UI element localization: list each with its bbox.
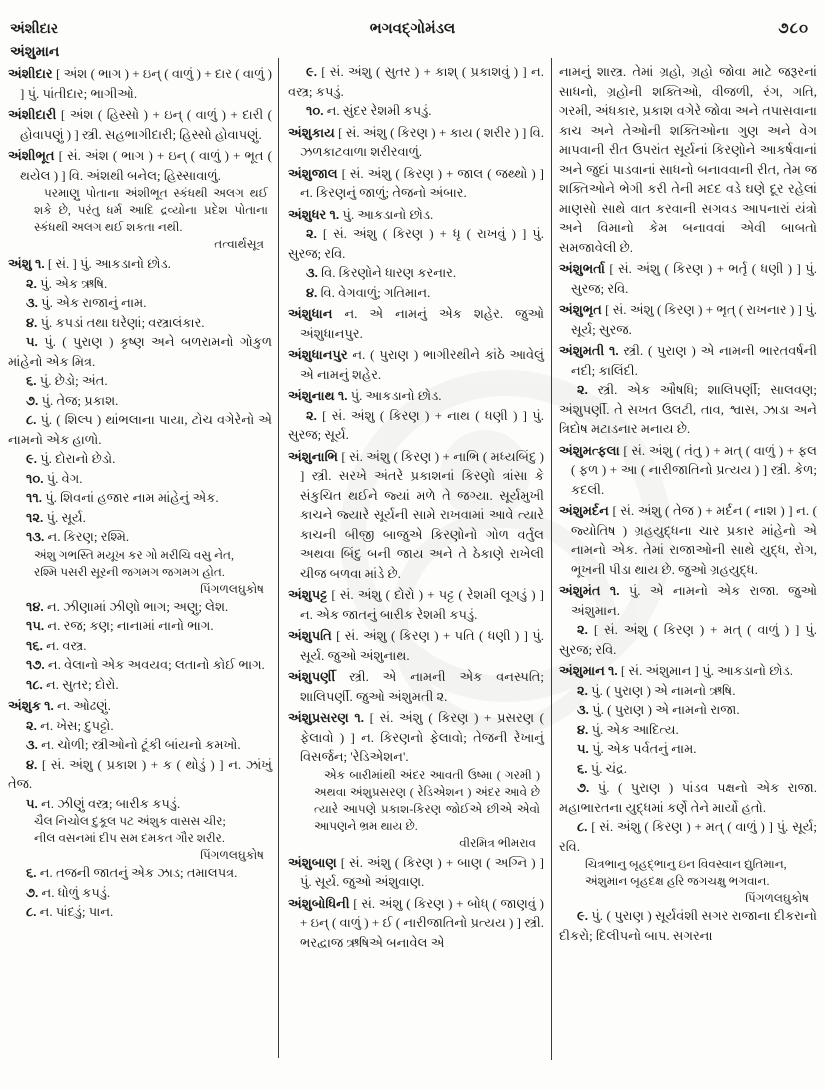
sense-item — [8, 391, 272, 411]
headword: અંશુજાલ — [288, 165, 342, 181]
sense-item — [559, 620, 817, 659]
dictionary-entry — [8, 696, 272, 716]
continuation-paragraph — [559, 62, 817, 257]
dictionary-entry — [559, 341, 817, 380]
headword: ૪. — [306, 284, 321, 300]
definition-text: પું. ( શિલ્પ ) થાંભલાના પાયા, ટોચ વગેરેનો એ નામનો એક હાળો. — [8, 412, 273, 447]
headword: ૭. — [26, 884, 42, 900]
definition-text: પું. તેજ; પ્રકાશ. — [41, 392, 119, 408]
page-number: ૭૮૦ — [778, 21, 809, 37]
sense-item — [8, 469, 272, 489]
headword: ૩. — [306, 265, 322, 280]
dictionary-entry — [288, 345, 544, 384]
definition-text: [ સં. અંશુ ( કિરણ ) + નાથ ( ધણી ) ] પું. સુરજ; સૂર્ય. — [288, 407, 544, 442]
headword: ૪. — [26, 314, 41, 330]
column-divider — [551, 58, 552, 1060]
definition-text: ન. તજની જાતનું એક ઝાડ; તમાલપત્ર. — [39, 865, 238, 880]
definition-text: સ્ત્રી. એ નામની એક વનસ્પતિ; શાલિપર્ણી. જુઓ અંશુમતી ૨. — [300, 669, 544, 704]
verse-line — [585, 873, 817, 890]
definition-text: પિંગળલઘુકોષ — [200, 581, 264, 596]
sense-item — [8, 883, 272, 903]
definition-text: પું. ( પુરાણ ) કૃષ્ણ અને બળરામનો ગોકુળ માંહેનો એક મિત્ર. — [8, 334, 273, 369]
headword: ૧૬. — [26, 637, 47, 653]
headword: ૨. — [306, 226, 323, 241]
definition-text: ન. ઓઢણું. — [57, 698, 111, 713]
definition-text: ન. કિરણ; રશ્મિ. — [47, 529, 130, 544]
definition-text: [ સં. ] પું. આકડાનો છોડ. — [47, 256, 171, 271]
definition-text: પું. છેડો; અંત. — [39, 373, 108, 388]
definition-text: [ અંશ ( હિસ્સો ) + ઇન્ ( વાળું ) + દારી ( હોવાપણું ) ] સ્ત્રી. સહભાગીદારી; હિસ્સો હોવાપણું. — [20, 107, 272, 142]
definition-text: ન. પાંદડું; પાન. — [39, 904, 114, 919]
sense-item — [8, 508, 272, 528]
definition-text: પું. એક આદિત્ય. — [591, 721, 679, 737]
definition-text: પું. ( પુરાણ ) એ નામનો રાજા. — [592, 702, 740, 717]
headword: અંશુનાભિ — [288, 448, 342, 464]
guide-word-bottom: અંશુમાન — [10, 45, 60, 60]
dictionary-entry — [559, 501, 817, 579]
headword: ૧૦. — [26, 470, 47, 486]
headword: ૭. — [26, 392, 42, 408]
definition-text: પરમાણુ પોતાના અંશીભૂત સ્કંધથી અલગ થઈ શકે છે, પરંતુ ધર્મ આદિ દ્રવ્યોના પ્રદેશ પોતાના સ્કંધથી અલગ થઈ શકતા નથી. — [34, 186, 268, 234]
headword: ૯. — [577, 908, 592, 923]
dictionary-entry — [288, 164, 544, 203]
sense-item — [8, 636, 272, 656]
definition-text: વિ. વેગવાળું; ગતિમાન. — [320, 284, 431, 300]
headword: ૨. — [577, 382, 598, 397]
dictionary-entry — [559, 661, 817, 681]
definition-text: [ સં. અંશુ ( કિરણ ) + જાલ ( જથ્થો ) ] ન. કિરણનું જાળું; તેજનો અંબાર. — [300, 165, 545, 200]
dictionary-entry — [288, 304, 544, 343]
headword: અંશુમર્દન — [559, 503, 613, 518]
citation-source — [8, 847, 272, 863]
headword: ૫. — [26, 334, 45, 349]
definition-text: પિંગળલઘુકોષ — [745, 891, 809, 905]
definition-text: રશ્મિ પસરી સૂરની જગમગ જગમગ હોત. — [34, 564, 225, 579]
sense-item — [8, 655, 272, 675]
headword: અંશુધાનપુર — [288, 347, 353, 362]
definition-text: અંશુ ગભસ્તિ મયૂખ કર ગો મરીચિ વસુ નેત, — [34, 547, 234, 562]
definition-text: [ સં. અંશુ ( કિરણ ) + પતિ ( ધણી ) ] પું. સૂર્ય. જુઓ અંશુનાથ. — [300, 628, 544, 663]
headword: ૧૮. — [26, 676, 47, 692]
headword: ૨. — [577, 682, 592, 698]
verse-line — [34, 813, 272, 830]
definition-text: ચિત્રભાનુ બૃહદ્ભાનુ ઇન વિવસ્વાન દ્યુતિમાન, — [585, 857, 787, 871]
sense-item — [559, 739, 817, 759]
sense-item — [8, 527, 272, 547]
headword: અંશુધાન — [288, 306, 345, 321]
dictionary-entry — [559, 441, 817, 500]
sense-item — [8, 597, 272, 617]
definition-text: અંશુમાન બૃહદક્ષ હરિ જગચક્ષુ ભગવાન. — [585, 874, 770, 888]
sense-item — [8, 616, 272, 636]
verse-line — [34, 830, 272, 847]
headword: અંશુકાય — [288, 124, 339, 140]
headword: અંશીદાર — [8, 66, 56, 81]
dictionary-entry — [288, 123, 544, 162]
headword: ૮. — [26, 412, 41, 427]
sense-item — [8, 449, 272, 469]
definition-text: [ સં. અંશુ ( કિરણ ) + મત્ ( વાળું ) ] પું. સૂર્ય; રવિ. — [559, 819, 817, 854]
headword: અંશીદારી — [8, 107, 61, 122]
definition-text: [ સં. અંશુ ( તેજ ) + મર્દન ( નાશ ) ] ન. ( જ્યોતિષ ) ગ્રહયુદ્ધના ચાર પ્રકાર માંહેનો એ નામનો એક. તેમાં રાજાઓની સાથે યુદ્ધ, રોગ, ભૂખની પીડા થાય છે. જુઓ ગ્રહયુદ્ધ. — [571, 503, 817, 577]
headword: ૪. — [26, 756, 42, 772]
definition-text: [ સં. અંશુ ( તંતુ ) + મત્ ( વાળું ) + ફલ ( ફળ ) + આ ( નારીજાતિનો પ્રત્યય ) ] સ્ત્રી. કેળ; કદલી. — [571, 442, 817, 497]
citation-source — [288, 835, 544, 851]
headword: ૭. — [577, 780, 598, 795]
headword: ૬. — [26, 865, 40, 880]
definition-text: [ સં. અંશુ ( કિરણ ) + કાય ( શરીર ) ] વિ. ઝળકાટવાળા શરીરવાળું. — [300, 124, 545, 159]
definition-text: પું. વેગ. — [46, 470, 83, 486]
sense-item — [288, 263, 544, 283]
definition-text: ન. ધોળું કપડું. — [41, 884, 111, 900]
dictionary-entry — [8, 254, 272, 274]
definition-text: પું. કપડાં તથા ઘરેણાં; વસ્ત્રાલંકાર. — [40, 314, 205, 330]
definition-text: પું. એક ઋષિ. — [40, 275, 108, 291]
definition-text: ન. ( પુરાણ ) ભાગીરથીને કાંઠે આવેલું એ નામનું શહેર. — [300, 347, 544, 382]
dictionary-entry — [8, 64, 272, 103]
sense-item — [8, 332, 272, 371]
definition-text: ન. ઝીણું વસ્ત્ર; બારીક કપડું. — [41, 795, 181, 811]
definition-text: વિ. કિરણોને ધારણ કરનાર. — [321, 265, 457, 280]
headword: અંશુમાન ૧. — [559, 663, 621, 678]
definition-text: [ સં. અંશુ ( કિરણ ) + મત્ ( વાળું ) ] પું. સુરજ; રવિ. — [559, 622, 817, 657]
definition-text: વીરમિત્ર ભીમરાવ — [459, 835, 536, 850]
headword: ૨. — [26, 275, 41, 291]
sense-item — [8, 863, 272, 883]
definition-text: સ્ત્રી. એક ઔષધિ; શાલિપર્ણી; સાલવણ; અંશુપર્ણી. તે સખત ઉલટી, તાવ, શ્વાસ, ઝાડા અને ત્રિદોષ મટાડનાર મનાય છે. — [559, 382, 817, 436]
sense-item — [559, 778, 817, 817]
definition-text: પું. સૂર્ય. — [46, 509, 86, 525]
verse-line — [34, 547, 272, 564]
definition-text: [ સં. અંશુ ( કિરણ ) + પ્રસરણ ( ફેલાવો ) ] ન. કિરણનો ફેલાવો; તેજની રેખાનું વિસર્જન; 'રેડિએશન'. — [300, 710, 544, 764]
sense-item — [8, 274, 272, 294]
dictionary-entry — [288, 447, 544, 584]
sense-item — [8, 371, 272, 391]
definition-text: પું. એ નામનો એક રાજા. જુઓ અંશુમાન. — [571, 583, 817, 618]
column-right — [559, 62, 817, 945]
sense-item — [8, 293, 272, 313]
headword: ૩. — [26, 737, 42, 752]
headword: ૫. — [577, 741, 593, 756]
definition-text: એક બારીમાંથી અંદર આવતી ઉષ્મા ( ગરમી ) અથવા અંશુપ્રસરણ ( રેડિએશન ) અંદર આવે છે ત્યારે આપણે પ્રકાશ-કિરણ જોઈએ છીએ એવો આપણને ભ્રમ થાય છે. — [314, 767, 540, 833]
definition-text: પું. ચંદ્ર. — [590, 760, 628, 776]
headword: અંશુપ્રસરણ ૧. — [288, 710, 370, 725]
column-divider — [278, 58, 279, 1058]
sense-item — [8, 716, 272, 736]
citation-source — [8, 581, 272, 597]
headword: અંશુપતિ — [288, 628, 337, 643]
column-left — [8, 62, 272, 922]
sense-item — [559, 759, 817, 779]
dictionary-entry — [559, 300, 817, 339]
sense-item — [8, 488, 272, 508]
definition-text: [ સં. અંશુ ( કિરણ ) + ભૃત્ ( રાખનાર ) ] પું. સૂર્ય; સુરજ. — [571, 302, 817, 337]
headword: અંશુબોધિની — [288, 895, 354, 911]
sense-item — [559, 681, 817, 701]
sense-item — [8, 675, 272, 695]
definition-text: ન. વસ્ત્ર. — [46, 637, 87, 653]
headword: અંશુમતી ૧. — [559, 343, 624, 358]
definition-text: ન. ઝીણામાં ઝીણો ભાગ; અણુ; લેશ. — [46, 598, 229, 614]
headword: અંશુભૃત — [559, 302, 606, 317]
headword: અંશુપર્ણી — [288, 669, 350, 684]
headword: ૯. — [26, 451, 41, 466]
sense-item — [559, 700, 817, 720]
definition-text: પું. આકડાનો છોડ. — [350, 388, 442, 403]
sense-item — [8, 902, 272, 922]
definition-text: ચૈલ નિચોલ દુકૂલ પટ અંશુક વાસસ ચીર; — [34, 814, 226, 828]
dictionary-entry — [288, 386, 544, 406]
sense-item — [8, 410, 272, 449]
headword: ૫. — [26, 795, 42, 811]
headword: ૧૧. — [26, 490, 46, 505]
sense-item — [559, 906, 817, 945]
dictionary-entry — [288, 894, 544, 953]
headword: અંશુધર ૧. — [288, 206, 343, 222]
headword: અંશુ ૧. — [8, 256, 48, 271]
quotation — [314, 767, 540, 835]
definition-text: [ સં. અંશુ ( પ્રકાશ ) + ક ( થોડું ) ] ન. ઝાંખું તેજ. — [8, 756, 272, 791]
headword: ૨. — [577, 622, 594, 637]
definition-text: ન. સુંદર રેશમી કપડું. — [326, 103, 432, 118]
definition-text: પિંગળલઘુકોષ — [200, 848, 264, 862]
definition-text: ન. ચોળી; સ્ત્રીઓનો ટૂંકી બાંયનો કમખો. — [41, 737, 241, 752]
definition-text: પું. શિવનાં હજાર નામ માંહેનું એક. — [45, 490, 219, 505]
definition-text: ન. રજ; કણ; નાનામાં નાનો ભાગ. — [47, 618, 214, 633]
headword: ૬. — [577, 760, 591, 776]
verse-line — [34, 564, 272, 581]
headword: ૧૫. — [26, 618, 48, 633]
headword: ૨. — [26, 717, 41, 733]
definition-text: પું. ( પુરાણ ) પાંડવ પક્ષનો એક રાજા. મહાભારતના યુદ્ધમાં કર્ણે તેને માર્યો હતો. — [559, 780, 817, 815]
definition-text: પું. દોરાનો છેડો. — [40, 451, 116, 466]
headword: અંશુપટ્ટ — [288, 587, 332, 602]
sense-item — [288, 101, 544, 121]
sense-item — [559, 720, 817, 740]
definition-text: [ સં. અંશુ ( કિરણ ) + બાણ ( અગ્નિ ) ] પું. સૂર્ય. જુઓ અંશુવાણ. — [300, 854, 544, 889]
definition-text: પું. એક રાજાનું નામ. — [41, 295, 147, 310]
citation-source — [559, 890, 817, 906]
dictionary-entry — [8, 105, 272, 144]
headword: ૪. — [577, 721, 592, 737]
definition-text: તત્વાર્થસૂત્ર — [214, 237, 264, 251]
dictionary-entry — [288, 626, 544, 665]
definition-text: ન. સુતર; દોરો. — [46, 676, 119, 692]
headword: અંશીભૂત — [8, 148, 59, 163]
headword: ૮. — [577, 819, 592, 834]
headword: ૧૪. — [26, 598, 47, 614]
definition-text: પું. એક પર્વતનું નામ. — [592, 741, 697, 756]
sense-item — [8, 755, 272, 794]
headword: ૯. — [306, 64, 322, 79]
sense-item — [8, 794, 272, 814]
headword: ૧૭. — [26, 657, 48, 672]
definition-text: ન. વેલાનો એક અવયવ; લતાનો કોઈ ભાગ. — [47, 657, 265, 672]
dictionary-entry — [288, 585, 544, 624]
sense-item — [8, 313, 272, 333]
definition-text: [ સં. અંશુમાન ] પું. આકડાનો છોડ. — [620, 663, 793, 678]
definition-text: [ સં. અંશુ ( કિરણ ) + ધૃ ( રાખવું ) ] પું. સુરજ; રવિ. — [288, 226, 544, 261]
definition-text: નામનું શાસ્ત્ર. તેમાં ગ્રહો, ગ્રહો જોવા માટે જરૂરનાં સાધનો, ગ્રહોની શક્તિઓ, વીજળી, રંગ, ગતિ, ગરમી, અંધકાર, પ્રકાશ વગેરે જોવા અને તપાસવાના કાચ અને તેઓની શક્તિઓના ગુણ અને વેગ માપવાની રીત ઉપરાંત સૂર્યનાં કિરણોને આકર્ષવાનાં અને જુદાં પાડવાનાં સાધનો બનાવવાની રીત, તેમ જ શક્તિઓને ભેગી કરી તેની મદદ વડે ઘણે દૂર રહેલાં માણસો સાથે વાત કરવાની સગવડ આપનારાં યંત્રો અને વિમાનો કેમ બનાવવાં એવી બાબતો સમજાવેલી છે. — [559, 64, 817, 255]
quotation — [34, 185, 268, 236]
page-title: ભગવદ્ગોમંડલ — [369, 21, 456, 37]
headword: ૧૨. — [26, 509, 47, 525]
citation-source — [8, 236, 272, 252]
headword: અંશુક ૧. — [8, 698, 58, 713]
headword: અંશુનાથ ૧. — [288, 388, 351, 403]
column-middle — [288, 62, 544, 952]
sense-item — [559, 380, 817, 439]
headword: અંશુભર્તા — [559, 261, 610, 276]
dictionary-entry — [559, 581, 817, 620]
definition-text: પું. આકડાનો છોડ. — [342, 206, 434, 222]
definition-text: [ સં. અંશુ ( દોરો ) + પટ્ટ ( રેશમી લૂગડું ) ] ન. એક જાતનું બારીક રેશમી કપડું. — [300, 587, 544, 622]
definition-text: [ સં. અંશ ( ભાગ ) + ઇન્ ( વાળું ) + ભૂત ( થયેલ ) ] વિ. અંશથી બનેલ; હિસ્સાવાળું. — [20, 148, 272, 183]
definition-text: નીલ વસનમાં દીપ સમ દમકત ગૌર શરીર. — [34, 831, 225, 845]
dictionary-entry — [288, 708, 544, 767]
definition-text: ન. એ નામનું એક શહેર. જુઓ અંશુધાનપુર. — [300, 306, 544, 341]
definition-text: [ અંશ ( ભાગ ) + ઇન્ ( વાળું ) + દાર ( વાળું ) ] પું. પાંતીદાર; ભાગીઓ. — [20, 66, 272, 101]
dictionary-entry — [288, 853, 544, 892]
sense-item — [288, 62, 544, 101]
headword: ૧૦. — [306, 103, 327, 118]
sense-item — [288, 283, 544, 303]
definition-text: સ્ત્રી. ( પુરાણ ) એ નામની ભારતવર્ષની નદી; કાલિંદી. — [571, 343, 817, 378]
headword: ૩. — [577, 702, 593, 717]
verse-line — [585, 856, 817, 873]
definition-text: [ સં. અંશુ ( કિરણ ) + બોધ્ ( જાણવું ) + ઇન્ ( વાળું ) + ઈ ( નારીજાતિનો પ્રત્યય ) ] સ્ત્રી. ભરદ્વાજ ઋષિએ બનાવેલ એ — [300, 895, 544, 950]
guide-word-top: અંશીદાર — [10, 22, 59, 37]
definition-text: પું. ( પુરાણ ) એ નામનો ઋષિ. — [591, 682, 736, 698]
sense-item — [8, 735, 272, 755]
headword: ૩. — [26, 295, 42, 310]
definition-text: [ સં. અંશુ ( કિરણ ) + નાભિ ( મધ્યબિંદુ ) ] સ્ત્રી. સરખે અંતરે પ્રકાશનાં કિરણો ત્રાંસા કે સંકુચિત થઈને જ્યાં મળે તે જગ્યા. સૂર્યમુખી કાચને જ્યારે સૂર્યની સામે રાખવામાં આવે ત્યારે કાચની બીજી બાજુએ કિરણોનો ગોળ વર્તુલ અથવા બિંદુ બની જાય અને તે ઠેકાણે રાખેલી ચીજ બળવા માંડે છે. — [300, 448, 545, 581]
dictionary-entry — [288, 667, 544, 706]
headword: અંશુબાણ — [288, 854, 341, 870]
dictionary-entry — [288, 205, 544, 225]
definition-text: ન. ખેસ; દુપટ્ટો. — [40, 717, 114, 733]
headword: ૧૩. — [26, 529, 48, 544]
sense-item — [288, 406, 544, 445]
headword: ૨. — [306, 407, 323, 423]
headword: અંશુમંત ૧. — [559, 583, 629, 598]
dictionary-entry — [8, 146, 272, 185]
headword: અંશુમત્ફલા — [559, 442, 624, 458]
dictionary-entry — [559, 259, 817, 298]
definition-text: [ સં. અંશુ ( કિરણ ) + ભર્તૃ ( ધણી ) ] પું. સુરજ; રવિ. — [571, 261, 817, 296]
sense-item — [288, 224, 544, 263]
headword: ૬. — [26, 373, 40, 388]
headword: ૮. — [26, 904, 40, 919]
sense-item — [559, 817, 817, 856]
definition-text: [ સં. અંશુ ( સુતર ) + કાશ્ ( પ્રકાશવું ) ] ન. વસ્ત્ર; કપડું. — [288, 64, 544, 99]
definition-text: પું. ( પુરાણ ) સૂર્યવંશી સગર રાજાના દીકરાનો દીકરો; દિલીપનો બાપ. સગરના — [559, 908, 817, 943]
